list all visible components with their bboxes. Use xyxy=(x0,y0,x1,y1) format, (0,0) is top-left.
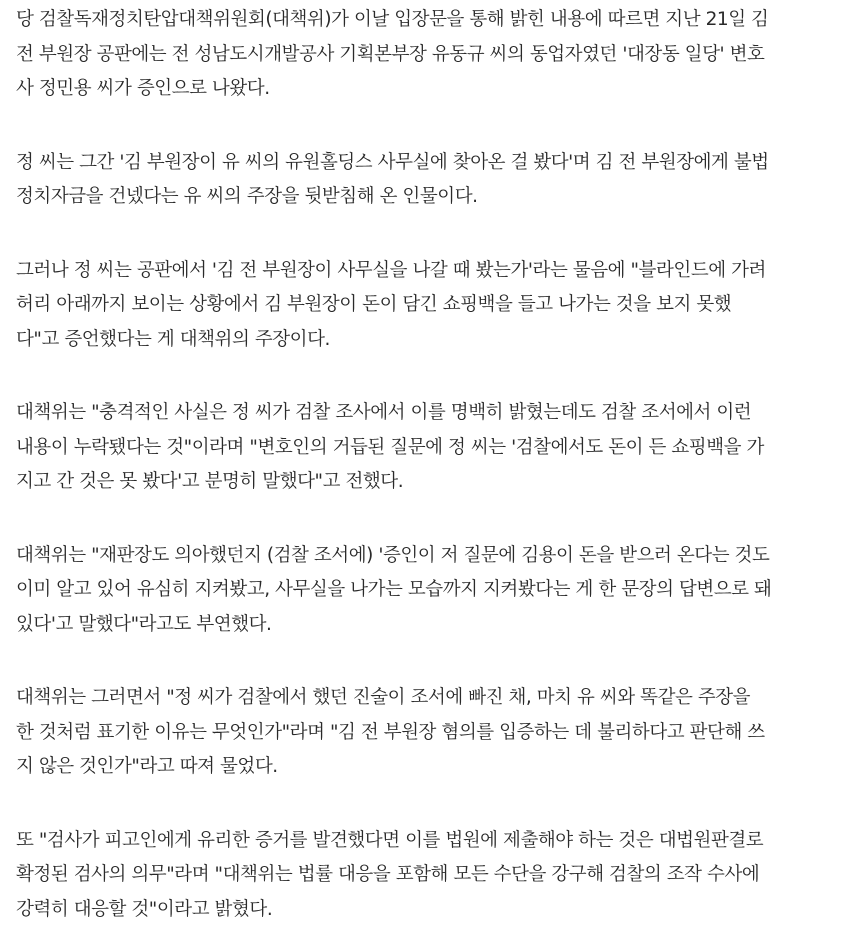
text-line: 그러나 정 씨는 공판에서 '김 전 부원장이 사무실을 나갈 때 봤는가'라는 물음에 "블라인드에 가려 xyxy=(16,254,834,289)
text-line: 전 부원장 공판에는 전 성남도시개발공사 기획본부장 유동규 씨의 동업자였던 '대장동 일당' 변호 xyxy=(16,38,834,73)
text-line: 한 것처럼 표기한 이유는 무엇인가"라며 "김 전 부원장 혐의를 입증하는 데 불리하다고 판단해 쓰 xyxy=(16,716,834,751)
text-line: 대책위는 "재판장도 의아했던지 (검찰 조서에) '증인이 저 질문에 김용이 돈을 받으러 온다는 것도 xyxy=(16,539,834,574)
paragraph-2 xyxy=(16,146,834,215)
text-line: 강력히 대응할 것"이라고 밝혔다. xyxy=(16,893,834,927)
text-line: 확정된 검사의 의무"라며 "대책위는 법률 대응을 포함해 모든 수단을 강구해 검찰의 조작 수사에 xyxy=(16,858,834,893)
paragraph-7 xyxy=(16,824,834,927)
text-line: 당 검찰독재정치탄압대책위원회(대책위)가 이날 입장문을 통해 밝힌 내용에 따르면 지난 21일 김 xyxy=(16,3,834,38)
text-line: 정치자금을 건넸다는 유 씨의 주장을 뒷받침해 온 인물이다. xyxy=(16,180,834,215)
text-line: 정 씨는 그간 '김 부원장이 유 씨의 유원홀딩스 사무실에 찾아온 걸 봤다'며 김 전 부원장에게 불법 xyxy=(16,146,834,181)
text-line: 사 정민용 씨가 증인으로 나왔다. xyxy=(16,72,834,107)
text-line: 내용이 누락됐다는 것"이라며 "변호인의 거듭된 질문에 정 씨는 '검찰에서도 돈이 든 쇼핑백을 가 xyxy=(16,431,834,466)
paragraph-1 xyxy=(16,3,834,107)
text-line: 지고 간 것은 못 봤다'고 분명히 말했다"고 전했다. xyxy=(16,465,834,500)
text-line: 또 "검사가 피고인에게 유리한 증거를 발견했다면 이를 법원에 제출해야 하는 것은 대법원판결로 xyxy=(16,824,834,859)
text-line: 다"고 증언했다는 게 대책위의 주장이다. xyxy=(16,323,834,358)
text-line: 있다'고 말했다"라고도 부연했다. xyxy=(16,608,834,643)
text-line: 허리 아래까지 보이는 상황에서 김 부원장이 돈이 담긴 쇼핑백을 들고 나가는 것을 보지 못했 xyxy=(16,288,834,323)
text-line: 지 않은 것인가"라고 따져 물었다. xyxy=(16,750,834,785)
text-line: 대책위는 "충격적인 사실은 정 씨가 검찰 조사에서 이를 명백히 밝혔는데도 검찰 조서에서 이런 xyxy=(16,396,834,431)
paragraph-4 xyxy=(16,396,834,500)
paragraph-3 xyxy=(16,254,834,358)
text-line: 이미 알고 있어 유심히 지켜봤고, 사무실을 나가는 모습까지 지켜봤다는 게 한 문장의 답변으로 돼 xyxy=(16,573,834,608)
paragraph-6 xyxy=(16,681,834,785)
paragraph-5 xyxy=(16,539,834,643)
text-line: 대책위는 그러면서 "정 씨가 검찰에서 했던 진술이 조서에 빠진 채, 마치 유 씨와 똑같은 주장을 xyxy=(16,681,834,716)
